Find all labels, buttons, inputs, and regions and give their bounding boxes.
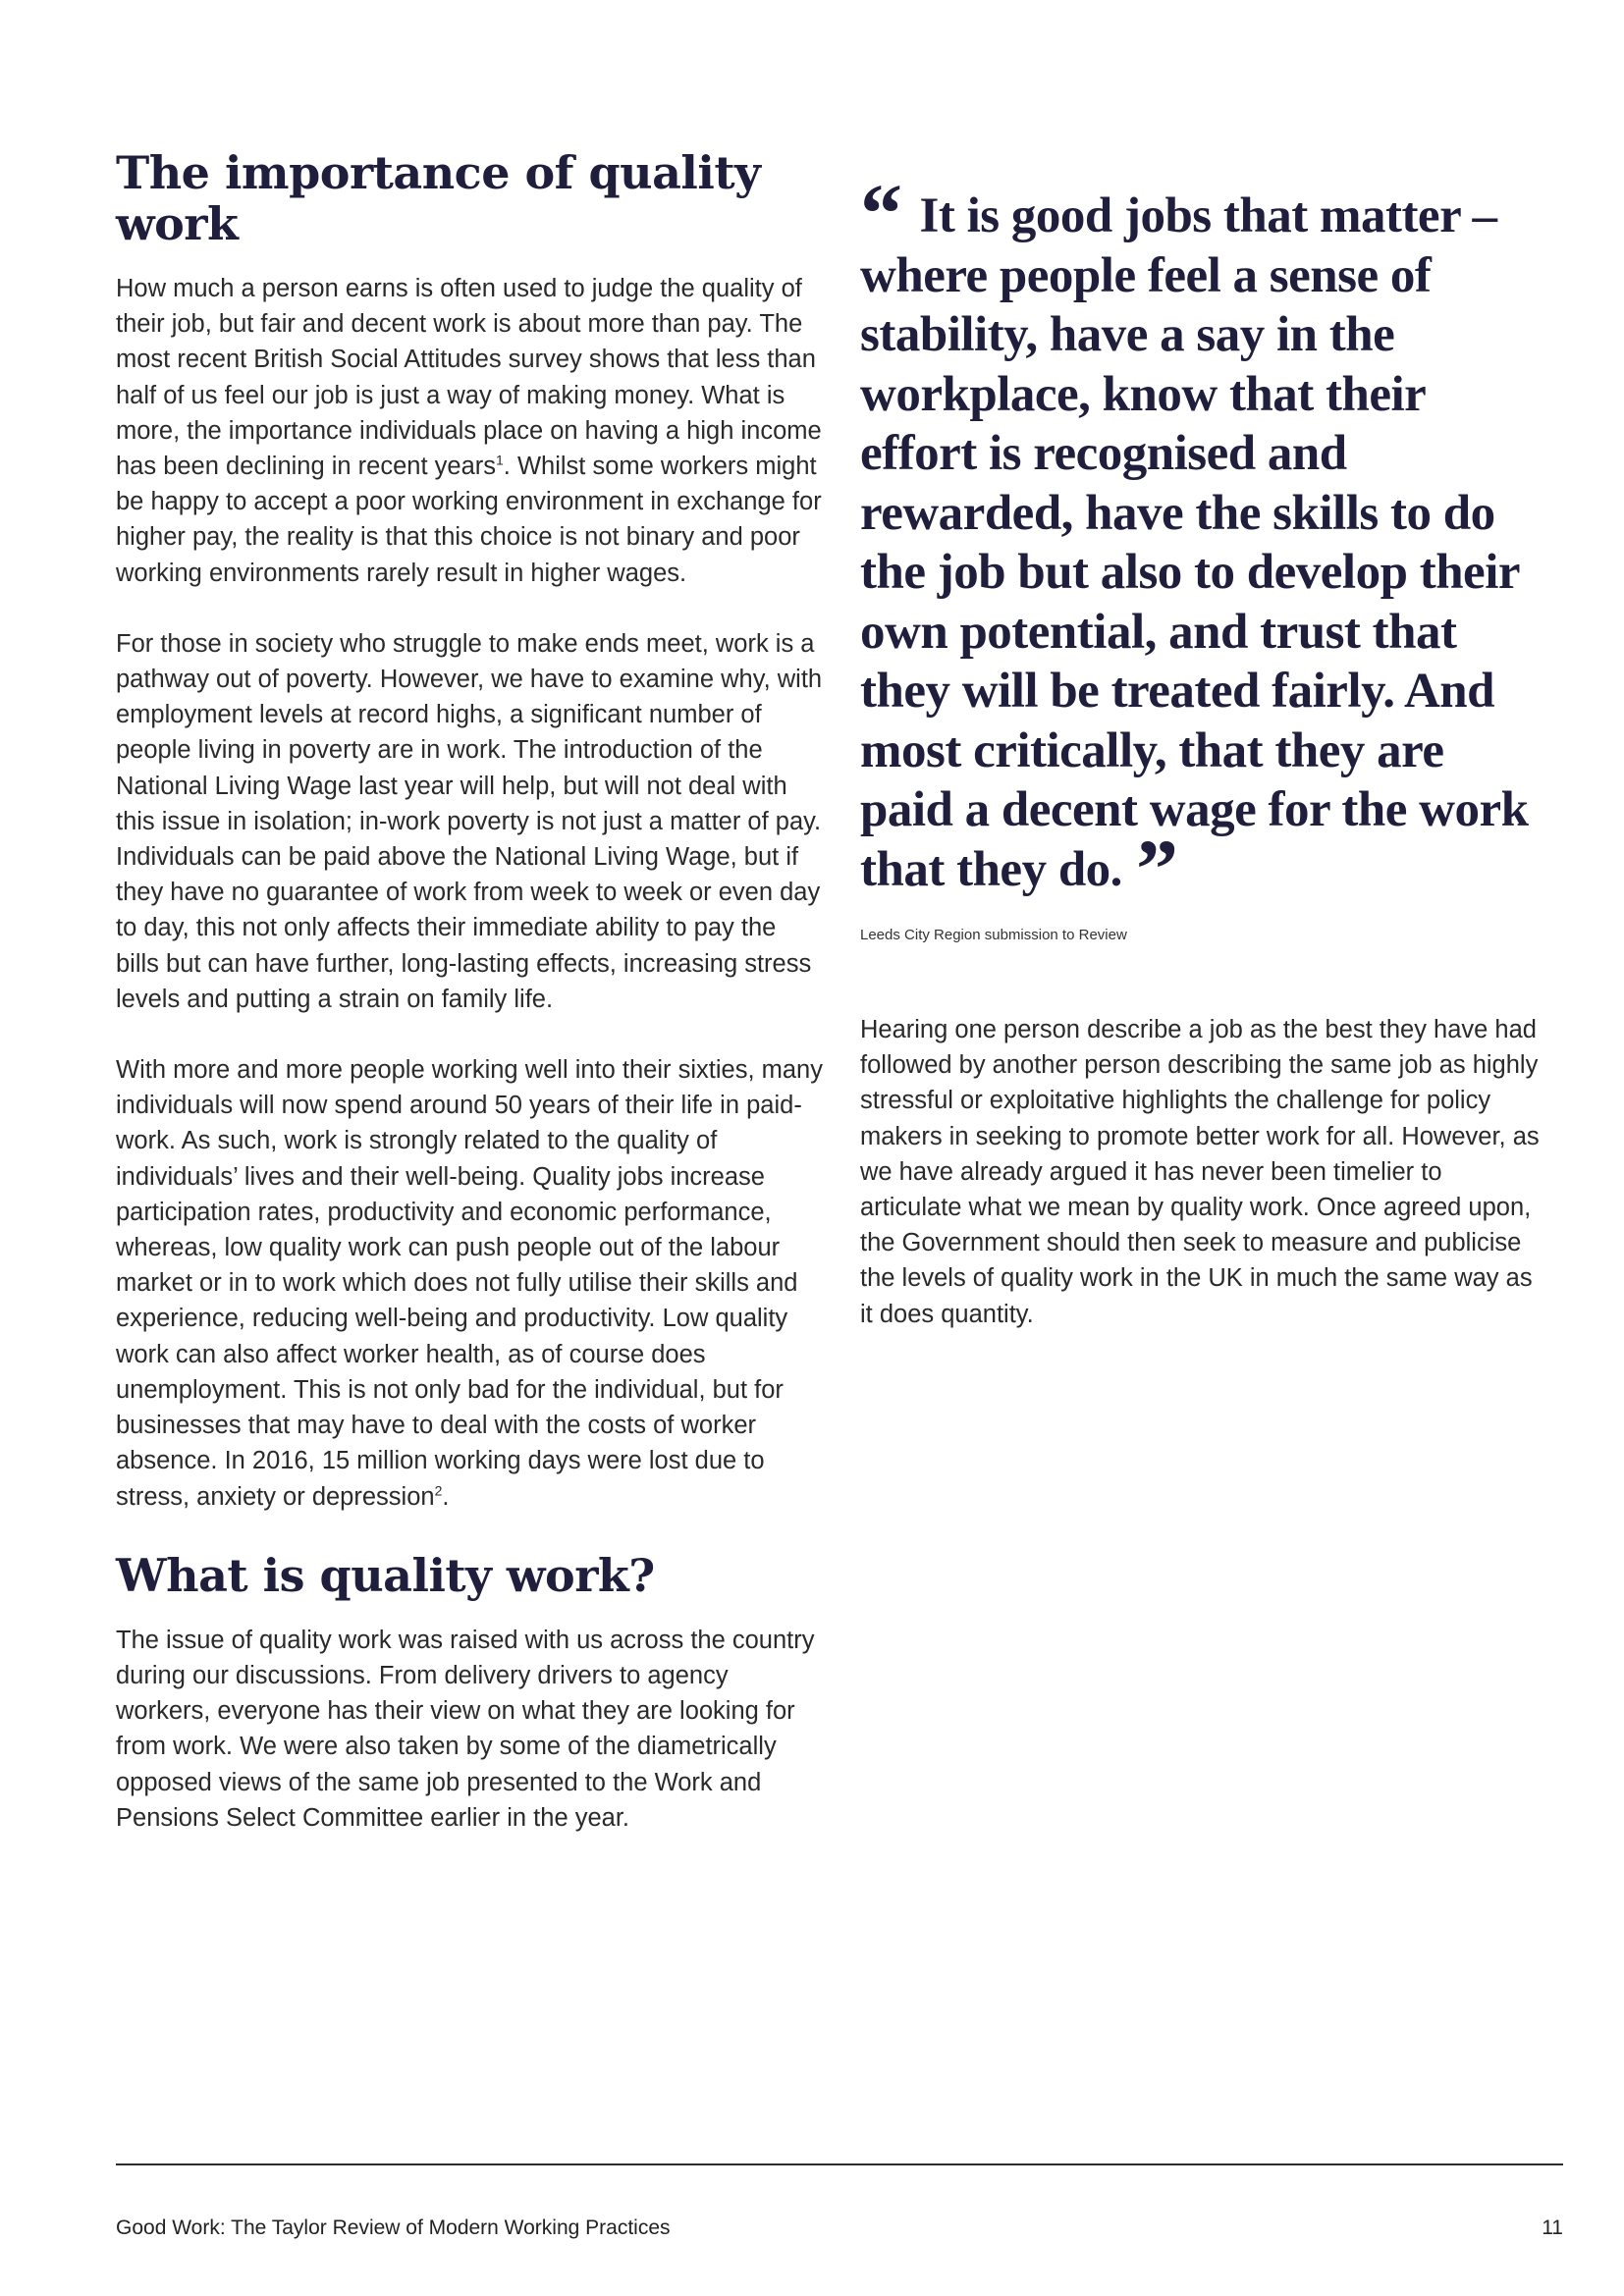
paragraph-quality-work: The issue of quality work was raised with us across the country during our discussions. From delivery drivers to agency workers, everyone has their view on what they are looking for from work. We were also taken by some of the diametrically opposed views of the same job presented to the Work and Pensions Select Committee earlier in the year. <box>116 1626 815 1832</box>
section-heading-what-is-quality-work: What is quality work? <box>116 1548 655 1602</box>
paragraph-pay-text-b: . Whilst some workers might be happy to accept a poor working environment in exchange for higher pay, the reality is that this choice is not binary and poor working environments rarely result in higher wages. <box>116 453 822 587</box>
footer-divider <box>116 2163 1563 2165</box>
left-column <box>116 147 823 1871</box>
paragraph-wellbeing-text-b: . <box>442 1482 450 1511</box>
section-heading-importance: The importance of quality work <box>116 146 761 250</box>
right-column <box>860 166 1547 1367</box>
open-quote-mark: “ <box>860 166 902 260</box>
page-number: 11 <box>1542 2216 1563 2239</box>
paragraph-wellbeing-text-a: With more and more people working well into their sixties, many individuals will now spend around 50 years of their life in paid-work. As such, work is strongly related to the quality of individuals’ lives and their well-being. Quality jobs increase participation rates, productivity and economic performance, whereas, low quality work can push people out of the labour market or in to work which does not fully utilise their skills and experience, reducing well-being and productivity. Low quality work can also affect worker health, as of course does unemployment. This is not only bad for the individual, but for businesses that may have to deal with the costs of worker absence. In 2016, 15 million working days were lost due to stress, anxiety or depression <box>116 1056 823 1511</box>
paragraph-pay <box>116 271 823 591</box>
footer-title: Good Work: The Taylor Review of Modern Working Practices <box>116 2216 671 2239</box>
footnote-ref-1: 1 <box>496 452 504 468</box>
close-quote-mark: ” <box>1135 821 1178 916</box>
paragraph-poverty: For those in society who struggle to make ends meet, work is a pathway out of poverty. However, we have to examine why, with employment levels at record highs, a significant number of people living in poverty are in work. The introduction of the National Living Wage last year will help, but will not deal with this issue in isolation; in-work poverty is not just a matter of pay. Individuals can be paid above the National Living Wage, but if they have no guarantee of work from week to week or even day to day, this not only affects their immediate ability to pay the bills but can have further, long-lasting effects, increasing stress levels and putting a strain on family life. <box>116 629 823 1013</box>
quote-source: Leeds City Region submission to Review <box>860 927 1127 943</box>
paragraph-opposed-views: Hearing one person describe a job as the best they have had followed by another person describing the same job as highly stressful or exploitative highlights the challenge for policy makers in seeking to promote better work for all. However, as we have already argued it has never been timelier to articulate what we mean by quality work. Once agreed upon, the Government should then seek to measure and publicise the levels of quality work in the UK in much the same way as it does quantity. <box>860 1016 1540 1328</box>
pull-quote <box>860 166 1547 916</box>
pull-quote-text: It is good jobs that matter – where people feel a sense of stability, have a say in the workplace, know that their effort is recognised and rewarded, have the skills to do the job but also to develop their own potential, and trust that they will be treated fairly. And most critically, that they are paid a decent wage for the work that they do. <box>860 188 1529 897</box>
paragraph-wellbeing <box>116 1052 823 1515</box>
footnote-ref-2: 2 <box>434 1482 443 1498</box>
paragraph-pay-text-a: How much a person earns is often used to judge the quality of their job, but fair and decent work is about more than pay. The most recent British Social Attitudes survey shows that less than half of us feel our job is just a way of making money. What is more, the importance individuals place on having a high income has been declining in recent years <box>116 275 822 481</box>
